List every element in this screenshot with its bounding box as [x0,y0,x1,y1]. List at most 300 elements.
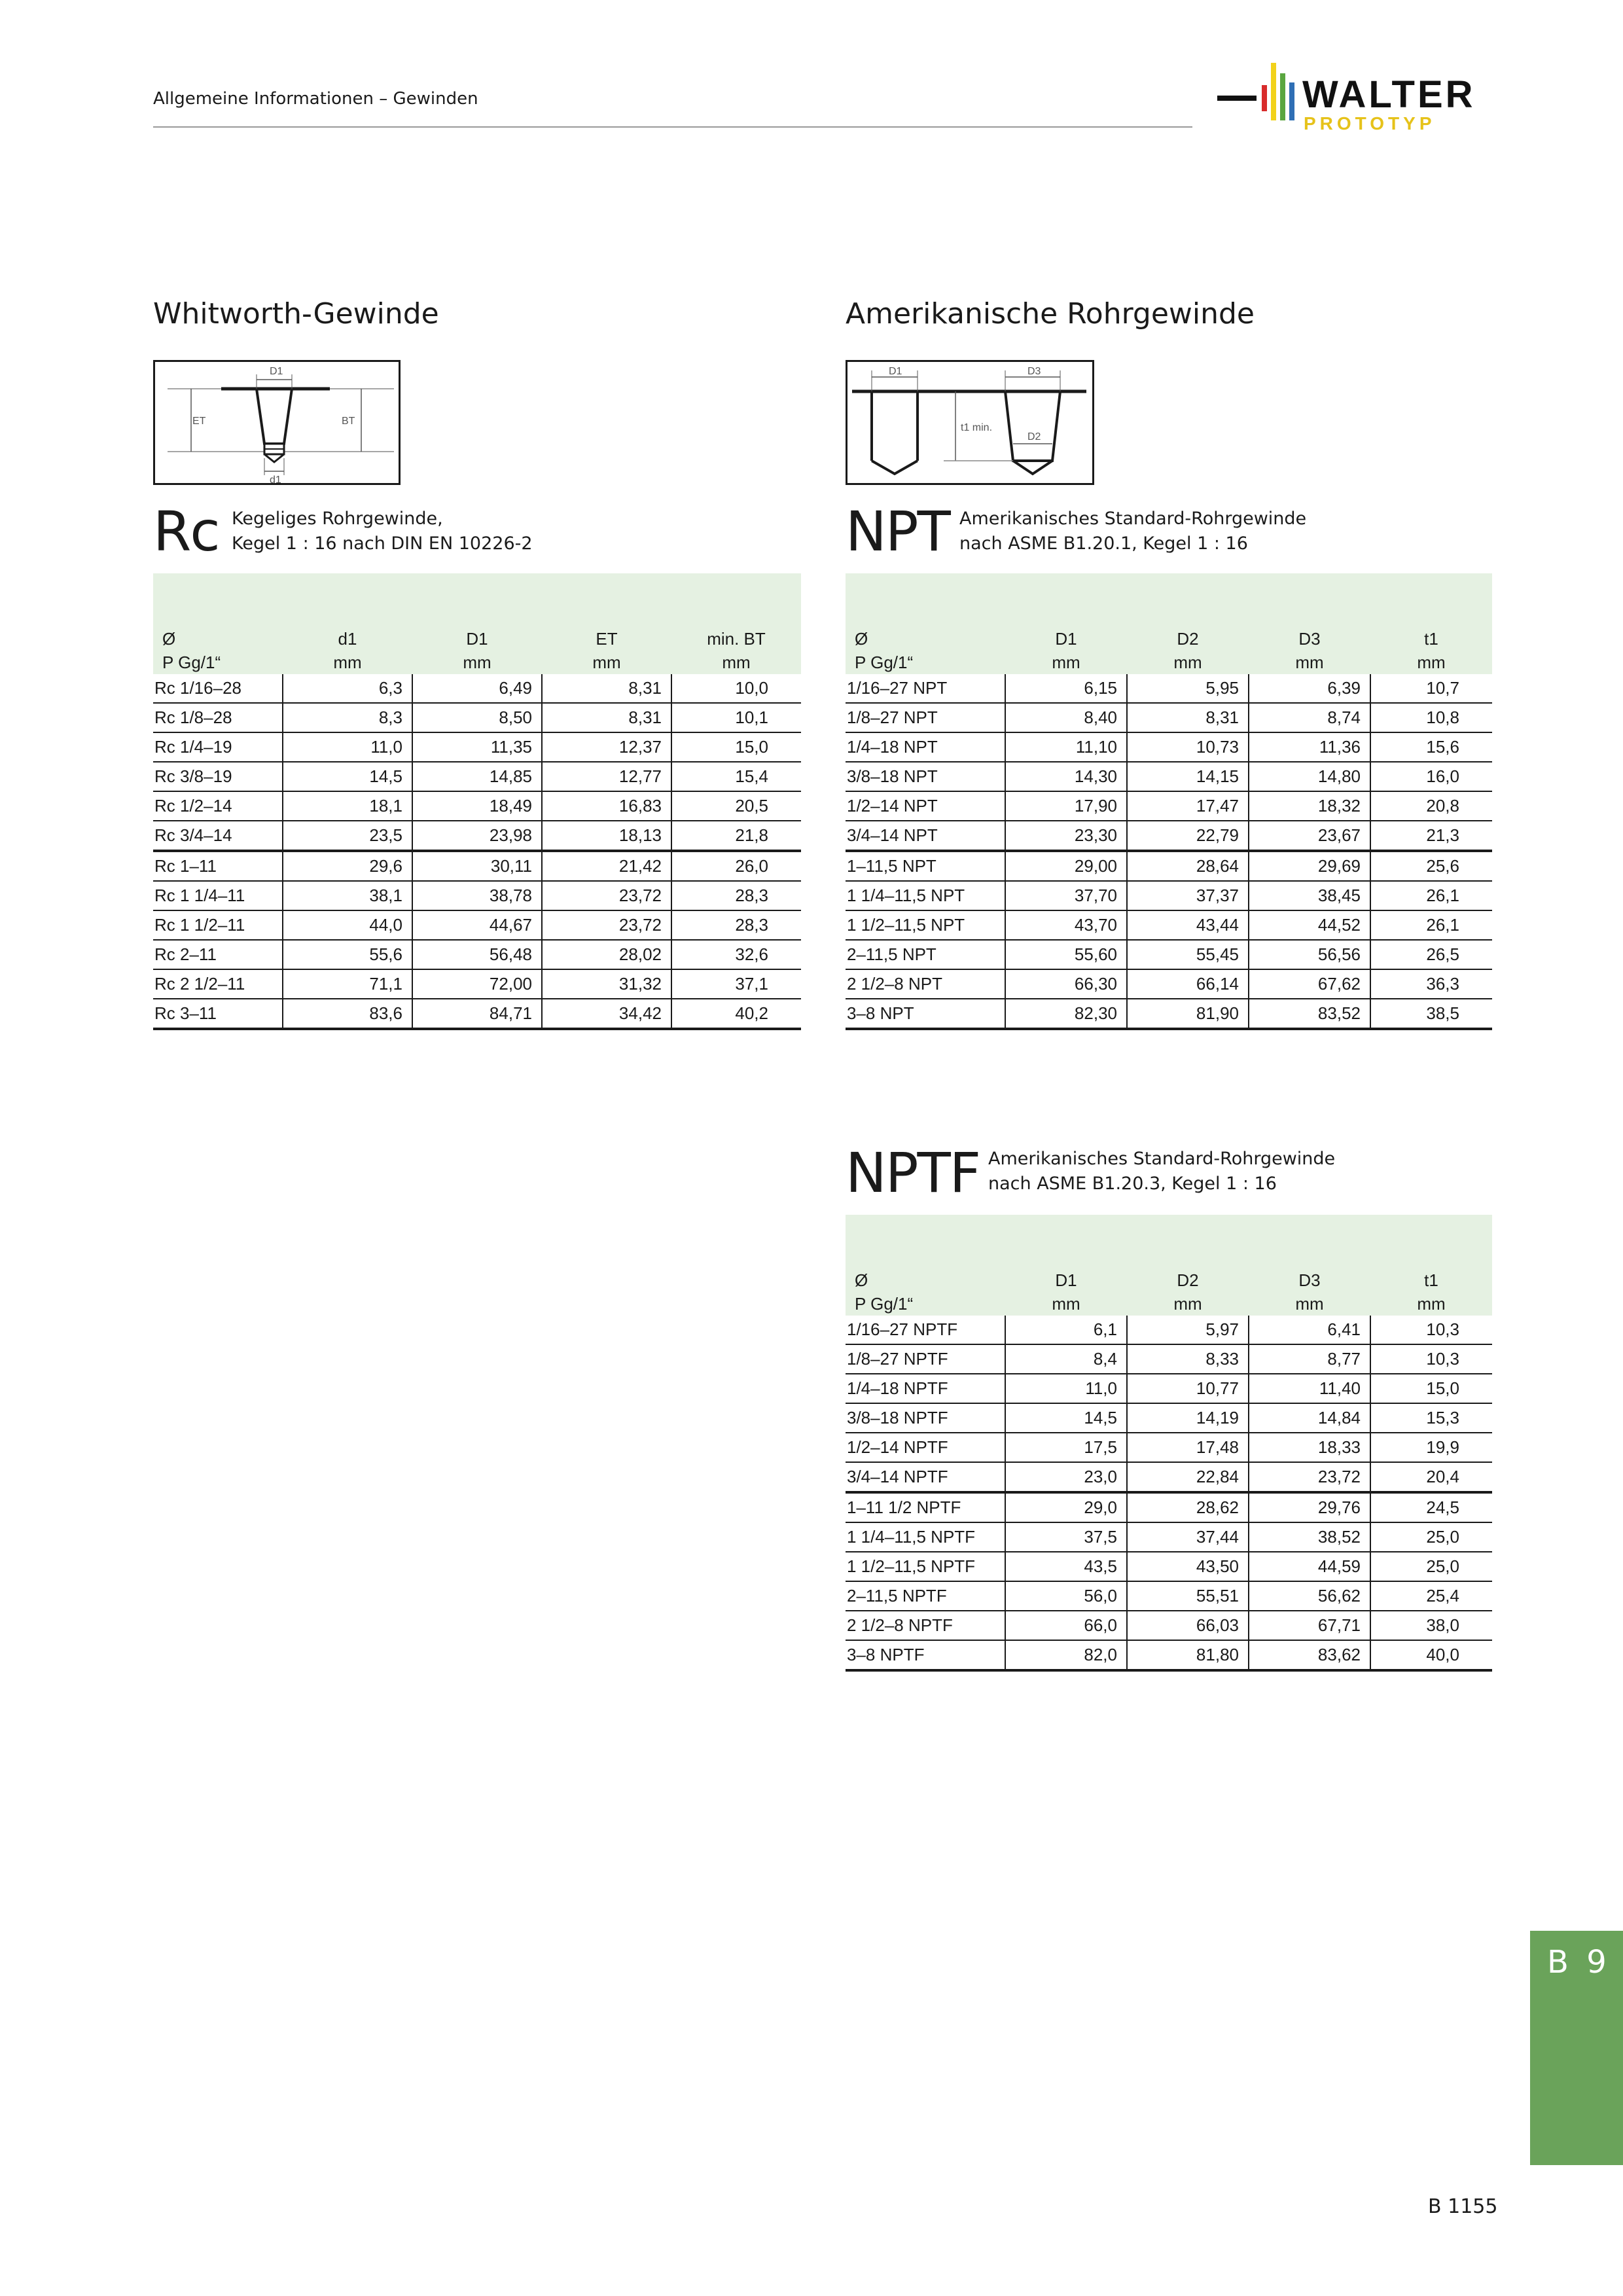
logo-brand-text: WALTER [1302,73,1476,116]
thread-designation: Rc 3/4–14 [153,821,283,851]
table-cell: 37,70 [1005,881,1127,910]
column-header [1127,1263,1249,1316]
table-cell: 38,0 [1370,1611,1492,1640]
column-header-unit: mm [463,653,491,672]
table-cell: 84,71 [412,999,542,1029]
table-cell: 44,0 [283,910,412,940]
table-cell: 8,31 [1127,703,1249,732]
table-cell: 81,80 [1127,1640,1249,1670]
column-header-label: D2 [1177,629,1199,649]
npt-diagram [846,360,1094,485]
table-cell: 18,33 [1249,1433,1370,1462]
diagram-label-et: ET [192,416,206,427]
thread-designation: Rc 1/8–28 [153,703,283,732]
column-header-label: D1 [1055,629,1077,649]
table-cell: 29,76 [1249,1492,1370,1522]
column-header [1370,1263,1492,1316]
table-cell: 8,77 [1249,1344,1370,1374]
table-cell: 83,52 [1249,999,1370,1029]
npt-description [959,507,1306,556]
table-row [846,969,1492,999]
table-row [846,1344,1492,1374]
table-cell: 11,35 [412,732,542,762]
table-cell: 6,1 [1005,1316,1127,1344]
table-cell: 26,5 [1370,940,1492,969]
column-header [153,622,283,674]
table-cell: 11,40 [1249,1374,1370,1403]
table-cell: 10,3 [1370,1316,1492,1344]
table-cell: 23,98 [412,821,542,851]
thread-designation: Rc 1 1/2–11 [153,910,283,940]
table-row [846,1316,1492,1344]
thread-designation: 2–11,5 NPTF [846,1581,1005,1611]
table-cell: 8,33 [1127,1344,1249,1374]
table-row [846,851,1492,881]
table-header-row [846,1263,1492,1316]
diagram-label-d1-lower: d1 [270,475,281,485]
thread-designation: 1/16–27 NPTF [846,1316,1005,1344]
rc-desc-line2: Kegel 1 : 16 nach DIN EN 10226-2 [232,533,533,554]
table-row [153,999,801,1029]
npt-code: NPT [846,499,950,564]
table-row [846,1552,1492,1581]
table-cell: 36,3 [1370,969,1492,999]
table-row [846,1492,1492,1522]
diagram-label-d1-upper: D1 [270,366,283,377]
column-header-label: D3 [1298,1270,1321,1290]
table-cell: 40,0 [1370,1640,1492,1670]
table-cell: 81,90 [1127,999,1249,1029]
table-cell: 5,95 [1127,674,1249,703]
table-cell: 23,72 [542,881,671,910]
table-row [153,821,801,851]
thread-designation: 1/8–27 NPTF [846,1344,1005,1374]
column-header-unit: mm [1052,1294,1080,1314]
table-cell: 26,1 [1370,881,1492,910]
table-cell: 22,84 [1127,1462,1249,1492]
table-row [846,821,1492,851]
thread-designation: 1 1/4–11,5 NPT [846,881,1005,910]
thread-designation: Rc 1/16–28 [153,674,283,703]
table-cell: 82,30 [1005,999,1127,1029]
page-number: B 1155 [1428,2195,1498,2218]
table-cell: 11,0 [1005,1374,1127,1403]
table-cell: 66,03 [1127,1611,1249,1640]
table-cell: 20,8 [1370,791,1492,821]
table-row [846,999,1492,1029]
table-cell: 38,5 [1370,999,1492,1029]
table-cell: 28,3 [671,910,801,940]
column-header [846,1263,1005,1316]
table-cell: 6,3 [283,674,412,703]
npt-table-body [846,674,1492,1029]
table-row [153,940,801,969]
table-cell: 21,8 [671,821,801,851]
column-header-unit: mm [1295,653,1324,672]
table-row [153,791,801,821]
table-cell: 11,0 [283,732,412,762]
thread-designation: 2 1/2–8 NPTF [846,1611,1005,1640]
table-cell: 10,0 [671,674,801,703]
table-row [153,910,801,940]
table-cell: 56,48 [412,940,542,969]
table-cell: 10,1 [671,703,801,732]
table-cell: 25,6 [1370,851,1492,881]
column-header [846,622,1005,674]
table-row [846,732,1492,762]
table-cell: 21,42 [542,851,671,881]
table-cell: 55,6 [283,940,412,969]
table-row [846,1522,1492,1552]
table-cell: 18,13 [542,821,671,851]
table-cell: 19,9 [1370,1433,1492,1462]
table-cell: 11,10 [1005,732,1127,762]
table-header-band [846,573,1492,622]
table-cell: 44,59 [1249,1552,1370,1581]
thread-designation: 3/8–18 NPTF [846,1403,1005,1433]
table-cell: 23,0 [1005,1462,1127,1492]
column-header-label: Ø [162,629,176,649]
thread-designation: Rc 1/2–14 [153,791,283,821]
table-cell: 56,0 [1005,1581,1127,1611]
rc-table-body [153,674,801,1029]
column-header [542,622,671,674]
table-cell: 38,78 [412,881,542,910]
table-cell: 83,62 [1249,1640,1370,1670]
table-row [153,762,801,791]
table-cell: 37,1 [671,969,801,999]
table-row [153,732,801,762]
table-row [153,881,801,910]
table-cell: 15,6 [1370,732,1492,762]
column-header-label: D1 [466,629,488,649]
table-cell: 15,0 [671,732,801,762]
table-header-band [153,573,801,622]
table-header-band [846,1215,1492,1263]
table-cell: 8,74 [1249,703,1370,732]
table-cell: 6,41 [1249,1316,1370,1344]
thread-designation: 3–8 NPT [846,999,1005,1029]
table-cell: 37,37 [1127,881,1249,910]
column-header-unit: mm [722,653,751,672]
chapter-tab [1530,1931,1623,2165]
table-cell: 38,45 [1249,881,1370,910]
column-header [671,622,801,674]
table-cell: 82,0 [1005,1640,1127,1670]
npt-desc-line2: nach ASME B1.20.1, Kegel 1 : 16 [959,533,1248,554]
table-cell: 15,0 [1370,1374,1492,1403]
table-cell: 23,5 [283,821,412,851]
table-row [846,1462,1492,1492]
column-header-unit: mm [1052,653,1080,672]
table-cell: 56,56 [1249,940,1370,969]
table-cell: 56,62 [1249,1581,1370,1611]
thread-designation: Rc 1/4–19 [153,732,283,762]
table-cell: 29,6 [283,851,412,881]
table-cell: 31,32 [542,969,671,999]
table-cell: 29,00 [1005,851,1127,881]
table-row [153,674,801,703]
table-cell: 21,3 [1370,821,1492,851]
whitworth-section-title: Whitworth-Gewinde [153,297,439,331]
npt-diagram-label-d2: D2 [1027,431,1041,442]
table-cell: 29,69 [1249,851,1370,881]
table-cell: 20,4 [1370,1462,1492,1492]
npt-diagram-label-t1: t1 min. [961,422,993,433]
walter-logo-graphic [1217,59,1492,134]
table-cell: 40,2 [671,999,801,1029]
npt-diagram-graphic [846,360,1094,485]
logo-sub-text: PROTOTYP [1304,113,1436,134]
table-cell: 66,30 [1005,969,1127,999]
table-cell: 17,90 [1005,791,1127,821]
table-cell: 12,77 [542,762,671,791]
table-row [846,940,1492,969]
table-cell: 24,5 [1370,1492,1492,1522]
table-row [153,851,801,881]
thread-designation: 1–11,5 NPT [846,851,1005,881]
table-row [846,762,1492,791]
table-cell: 8,31 [542,674,671,703]
table-cell: 14,85 [412,762,542,791]
table-cell: 37,44 [1127,1522,1249,1552]
table-cell: 55,45 [1127,940,1249,969]
npt-diagram-label-d3: D3 [1027,366,1041,377]
table-cell: 14,15 [1127,762,1249,791]
nptf-table-body [846,1316,1492,1670]
table-cell: 67,71 [1249,1611,1370,1640]
table-cell: 8,40 [1005,703,1127,732]
table-cell: 28,62 [1127,1492,1249,1522]
thread-designation: Rc 3–11 [153,999,283,1029]
column-header-label: t1 [1424,629,1438,649]
logo-dash [1217,96,1257,101]
table-cell: 32,6 [671,940,801,969]
thread-designation: Rc 3/8–19 [153,762,283,791]
table-cell: 28,3 [671,881,801,910]
column-header-label: Ø [855,1270,868,1290]
thread-designation: 1/2–14 NPTF [846,1433,1005,1462]
table-row [846,1374,1492,1403]
column-header-unit: mm [1173,1294,1202,1314]
whitworth-diagram-graphic [153,360,401,485]
table-cell: 25,4 [1370,1581,1492,1611]
table-cell: 16,0 [1370,762,1492,791]
thread-designation: 1–11 1/2 NPTF [846,1492,1005,1522]
table-cell: 8,3 [283,703,412,732]
thread-designation: 1 1/2–11,5 NPT [846,910,1005,940]
table-cell: 44,67 [412,910,542,940]
table-cell: 55,60 [1005,940,1127,969]
table-cell: 17,5 [1005,1433,1127,1462]
walter-logo [1217,59,1492,134]
table-cell: 8,31 [542,703,671,732]
thread-designation: 1 1/4–11,5 NPTF [846,1522,1005,1552]
table-cell: 43,50 [1127,1552,1249,1581]
table-cell: 8,4 [1005,1344,1127,1374]
table-cell: 34,42 [542,999,671,1029]
column-header-label: min. BT [707,629,766,649]
table-cell: 14,5 [283,762,412,791]
column-header-unit: P Gg/1“ [162,653,221,672]
table-cell: 23,67 [1249,821,1370,851]
table-row [846,1433,1492,1462]
thread-designation: 1/4–18 NPT [846,732,1005,762]
table-cell: 18,1 [283,791,412,821]
table-row [846,1403,1492,1433]
table-cell: 6,49 [412,674,542,703]
logo-bar-yellow [1271,63,1276,120]
table-cell: 20,5 [671,791,801,821]
thread-designation: 3/4–14 NPT [846,821,1005,851]
table-cell: 26,1 [1370,910,1492,940]
table-cell: 43,5 [1005,1552,1127,1581]
nptf-code: NPTF [846,1141,980,1205]
thread-designation: Rc 2–11 [153,940,283,969]
table-cell: 15,4 [671,762,801,791]
npt-diagram-label-d1: D1 [889,366,902,377]
table-cell: 28,02 [542,940,671,969]
table-cell: 66,14 [1127,969,1249,999]
column-header-unit: mm [1295,1294,1324,1314]
column-header [283,622,412,674]
table-cell: 10,7 [1370,674,1492,703]
table-cell: 38,1 [283,881,412,910]
table-cell: 43,70 [1005,910,1127,940]
column-header-label: D3 [1298,629,1321,649]
table-row [153,703,801,732]
table-row [846,703,1492,732]
thread-designation: Rc 1–11 [153,851,283,881]
table-cell: 8,50 [412,703,542,732]
thread-designation: Rc 1 1/4–11 [153,881,283,910]
table-cell: 17,47 [1127,791,1249,821]
thread-designation: 1/2–14 NPT [846,791,1005,821]
table-cell: 38,52 [1249,1522,1370,1552]
table-cell: 25,0 [1370,1522,1492,1552]
npt-table [846,573,1492,1030]
rc-code: Rc [153,499,219,564]
table-row [846,1640,1492,1670]
thread-designation: 3/4–14 NPTF [846,1462,1005,1492]
table-cell: 12,37 [542,732,671,762]
logo-bar-green [1280,73,1285,120]
column-header-label: Ø [855,629,868,649]
thread-designation: 1/4–18 NPTF [846,1374,1005,1403]
column-header [1249,622,1370,674]
table-cell: 14,84 [1249,1403,1370,1433]
table-cell: 28,64 [1127,851,1249,881]
table-cell: 18,49 [412,791,542,821]
column-header [1005,1263,1127,1316]
table-cell: 66,0 [1005,1611,1127,1640]
table-cell: 10,73 [1127,732,1249,762]
table-cell: 10,3 [1370,1344,1492,1374]
column-header-unit: mm [1417,653,1446,672]
nptf-desc-line1: Amerikanisches Standard-Rohrgewinde [988,1149,1336,1169]
table-cell: 55,51 [1127,1581,1249,1611]
table-cell: 26,0 [671,851,801,881]
table-cell: 17,48 [1127,1433,1249,1462]
table-cell: 29,0 [1005,1492,1127,1522]
table-cell: 10,77 [1127,1374,1249,1403]
column-header-unit: P Gg/1“ [855,1294,914,1314]
header-title: Allgemeine Informationen – Gewinden [153,89,478,109]
table-cell: 30,11 [412,851,542,881]
table-row [153,969,801,999]
column-header [1249,1263,1370,1316]
table-cell: 14,80 [1249,762,1370,791]
column-header-label: D1 [1055,1270,1077,1290]
table-cell: 23,72 [542,910,671,940]
chapter-tab-label: B 9 [1547,1944,1611,1981]
column-header-label: t1 [1424,1270,1438,1290]
thread-designation: 2 1/2–8 NPT [846,969,1005,999]
table-row [846,1581,1492,1611]
diagram-label-bt: BT [342,416,355,427]
table-cell: 25,0 [1370,1552,1492,1581]
column-header-label: D2 [1177,1270,1199,1290]
nptf-table [846,1215,1492,1672]
table-cell: 5,97 [1127,1316,1249,1344]
column-header-unit: mm [592,653,621,672]
table-row [846,791,1492,821]
column-header-unit: mm [333,653,362,672]
npt-section-title: Amerikanische Rohrgewinde [846,297,1255,331]
rc-table [153,573,801,1030]
column-header-unit: P Gg/1“ [855,653,914,672]
nptf-desc-line2: nach ASME B1.20.3, Kegel 1 : 16 [988,1174,1277,1194]
nptf-description [988,1147,1335,1196]
column-header-unit: mm [1173,653,1202,672]
table-cell: 37,5 [1005,1522,1127,1552]
thread-designation: Rc 2 1/2–11 [153,969,283,999]
table-cell: 23,30 [1005,821,1127,851]
table-cell: 14,5 [1005,1403,1127,1433]
column-header [1005,622,1127,674]
table-cell: 18,32 [1249,791,1370,821]
table-cell: 67,62 [1249,969,1370,999]
table-row [846,674,1492,703]
thread-designation: 2–11,5 NPT [846,940,1005,969]
table-cell: 14,19 [1127,1403,1249,1433]
column-header [412,622,542,674]
column-header-label: d1 [338,629,357,649]
table-cell: 72,00 [412,969,542,999]
column-header-label: ET [596,629,618,649]
npt-desc-line1: Amerikanisches Standard-Rohrgewinde [959,509,1307,529]
table-cell: 16,83 [542,791,671,821]
table-cell: 14,30 [1005,762,1127,791]
table-cell: 23,72 [1249,1462,1370,1492]
table-cell: 44,52 [1249,910,1370,940]
table-cell: 11,36 [1249,732,1370,762]
table-header-row [846,622,1492,674]
table-row [846,881,1492,910]
table-cell: 71,1 [283,969,412,999]
table-header-row [153,622,801,674]
column-header [1127,622,1249,674]
logo-bar-red [1262,85,1267,111]
thread-designation: 3/8–18 NPT [846,762,1005,791]
table-row [846,910,1492,940]
table-cell: 83,6 [283,999,412,1029]
header-divider [153,126,1192,128]
table-cell: 6,15 [1005,674,1127,703]
thread-designation: 1/16–27 NPT [846,674,1005,703]
table-cell: 6,39 [1249,674,1370,703]
table-cell: 43,44 [1127,910,1249,940]
